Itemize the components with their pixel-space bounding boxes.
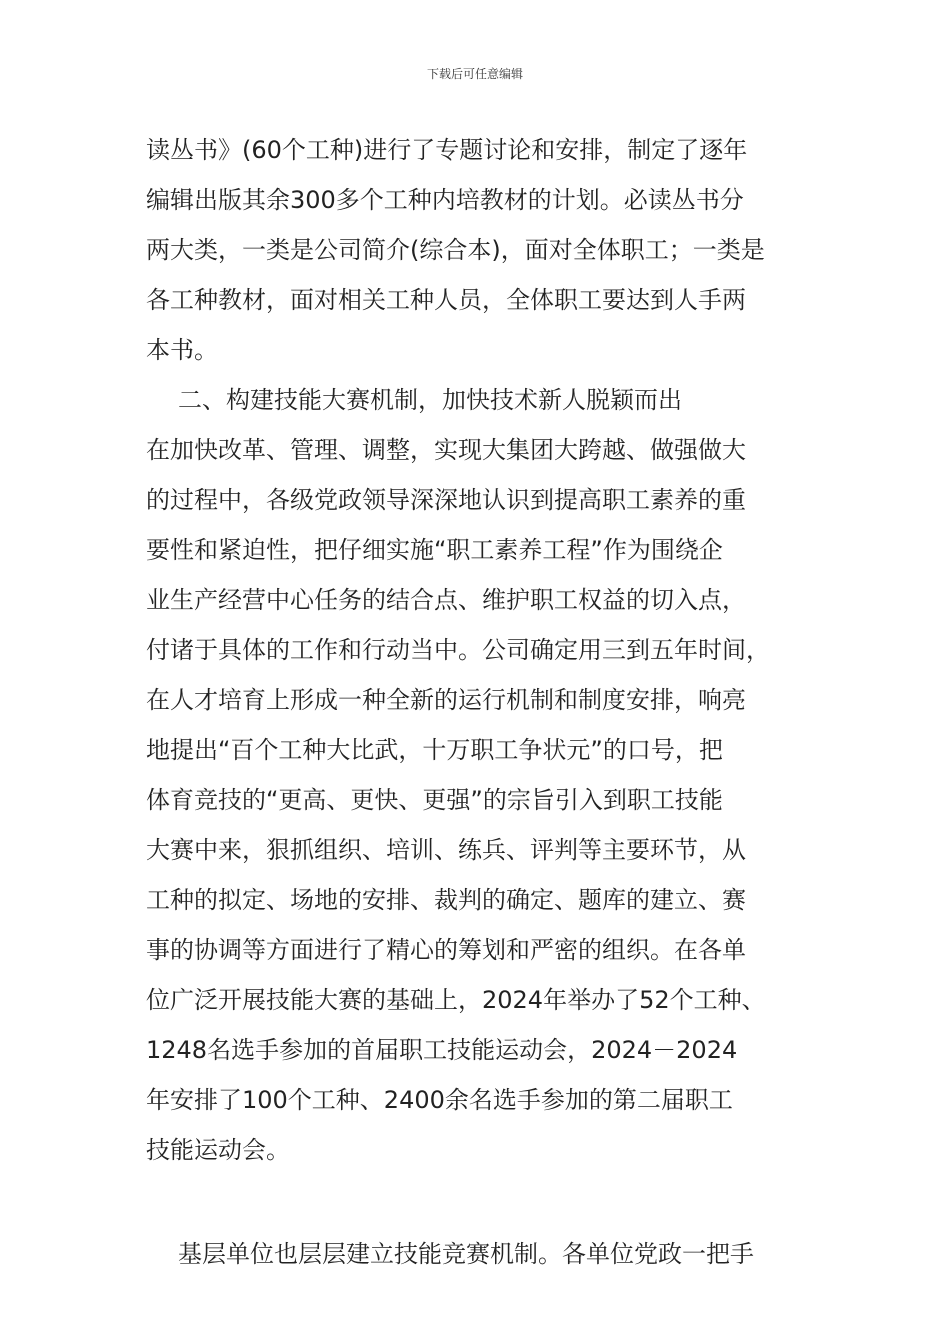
document-body <box>146 125 826 1279</box>
paragraph-2 <box>146 425 826 1175</box>
text-line: 1248名选手参加的首届职工技能运动会，2024－2024 <box>146 1036 738 1064</box>
text-line: 地提出“百个工种大比武，十万职工争状元”的口号，把 <box>146 736 723 764</box>
text-line: 付诸于具体的工作和行动当中。公司确定用三到五年时间， <box>146 636 770 664</box>
text-line: 业生产经营中心任务的结合点、维护职工权益的切入点， <box>146 586 746 614</box>
text-line: 大赛中来，狠抓组织、培训、练兵、评判等主要环节，从 <box>146 836 746 864</box>
text-line: 读丛书》(60个工种)进行了专题讨论和安排，制定了逐年 <box>146 136 748 164</box>
text-line: 本书。 <box>146 336 218 364</box>
text-line: 的过程中，各级党政领导深深地认识到提高职工素养的重 <box>146 486 746 514</box>
text-line: 在加快改革、管理、调整，实现大集团大跨越、做强做大 <box>146 436 746 464</box>
text-line: 体育竞技的“更高、更快、更强”的宗旨引入到职工技能 <box>146 786 723 814</box>
text-line: 年安排了100个工种、2400余名选手参加的第二届职工 <box>146 1086 733 1114</box>
text-line: 要性和紧迫性，把仔细实施“职工素养工程”作为围绕企 <box>146 536 723 564</box>
section-heading <box>146 375 826 425</box>
text-line: 事的协调等方面进行了精心的筹划和严密的组织。在各单 <box>146 936 746 964</box>
paragraph-spacer <box>146 1175 826 1229</box>
text-line: 在人才培育上形成一种全新的运行机制和制度安排，响亮 <box>146 686 746 714</box>
text-line: 基层单位也层层建立技能竞赛机制。各单位党政一把手 <box>178 1240 754 1268</box>
text-line: 工种的拟定、场地的安排、裁判的确定、题库的建立、赛 <box>146 886 746 914</box>
text-line: 编辑出版其余300多个工种内培教材的计划。必读丛书分 <box>146 186 744 214</box>
text-line: 两大类，一类是公司简介(综合本)，面对全体职工；一类是 <box>146 236 765 264</box>
paragraph-1 <box>146 125 826 375</box>
text-line: 各工种教材，面对相关工种人员，全体职工要达到人手两 <box>146 286 746 314</box>
text-line: 技能运动会。 <box>146 1136 290 1164</box>
text-line: 位广泛开展技能大赛的基础上，2024年举办了52个工种、 <box>146 986 766 1014</box>
heading-line: 二、构建技能大赛机制，加快技术新人脱颖而出 <box>178 386 682 414</box>
page-header: 下载后可任意编辑 <box>426 67 523 81</box>
paragraph-3 <box>146 1229 826 1279</box>
